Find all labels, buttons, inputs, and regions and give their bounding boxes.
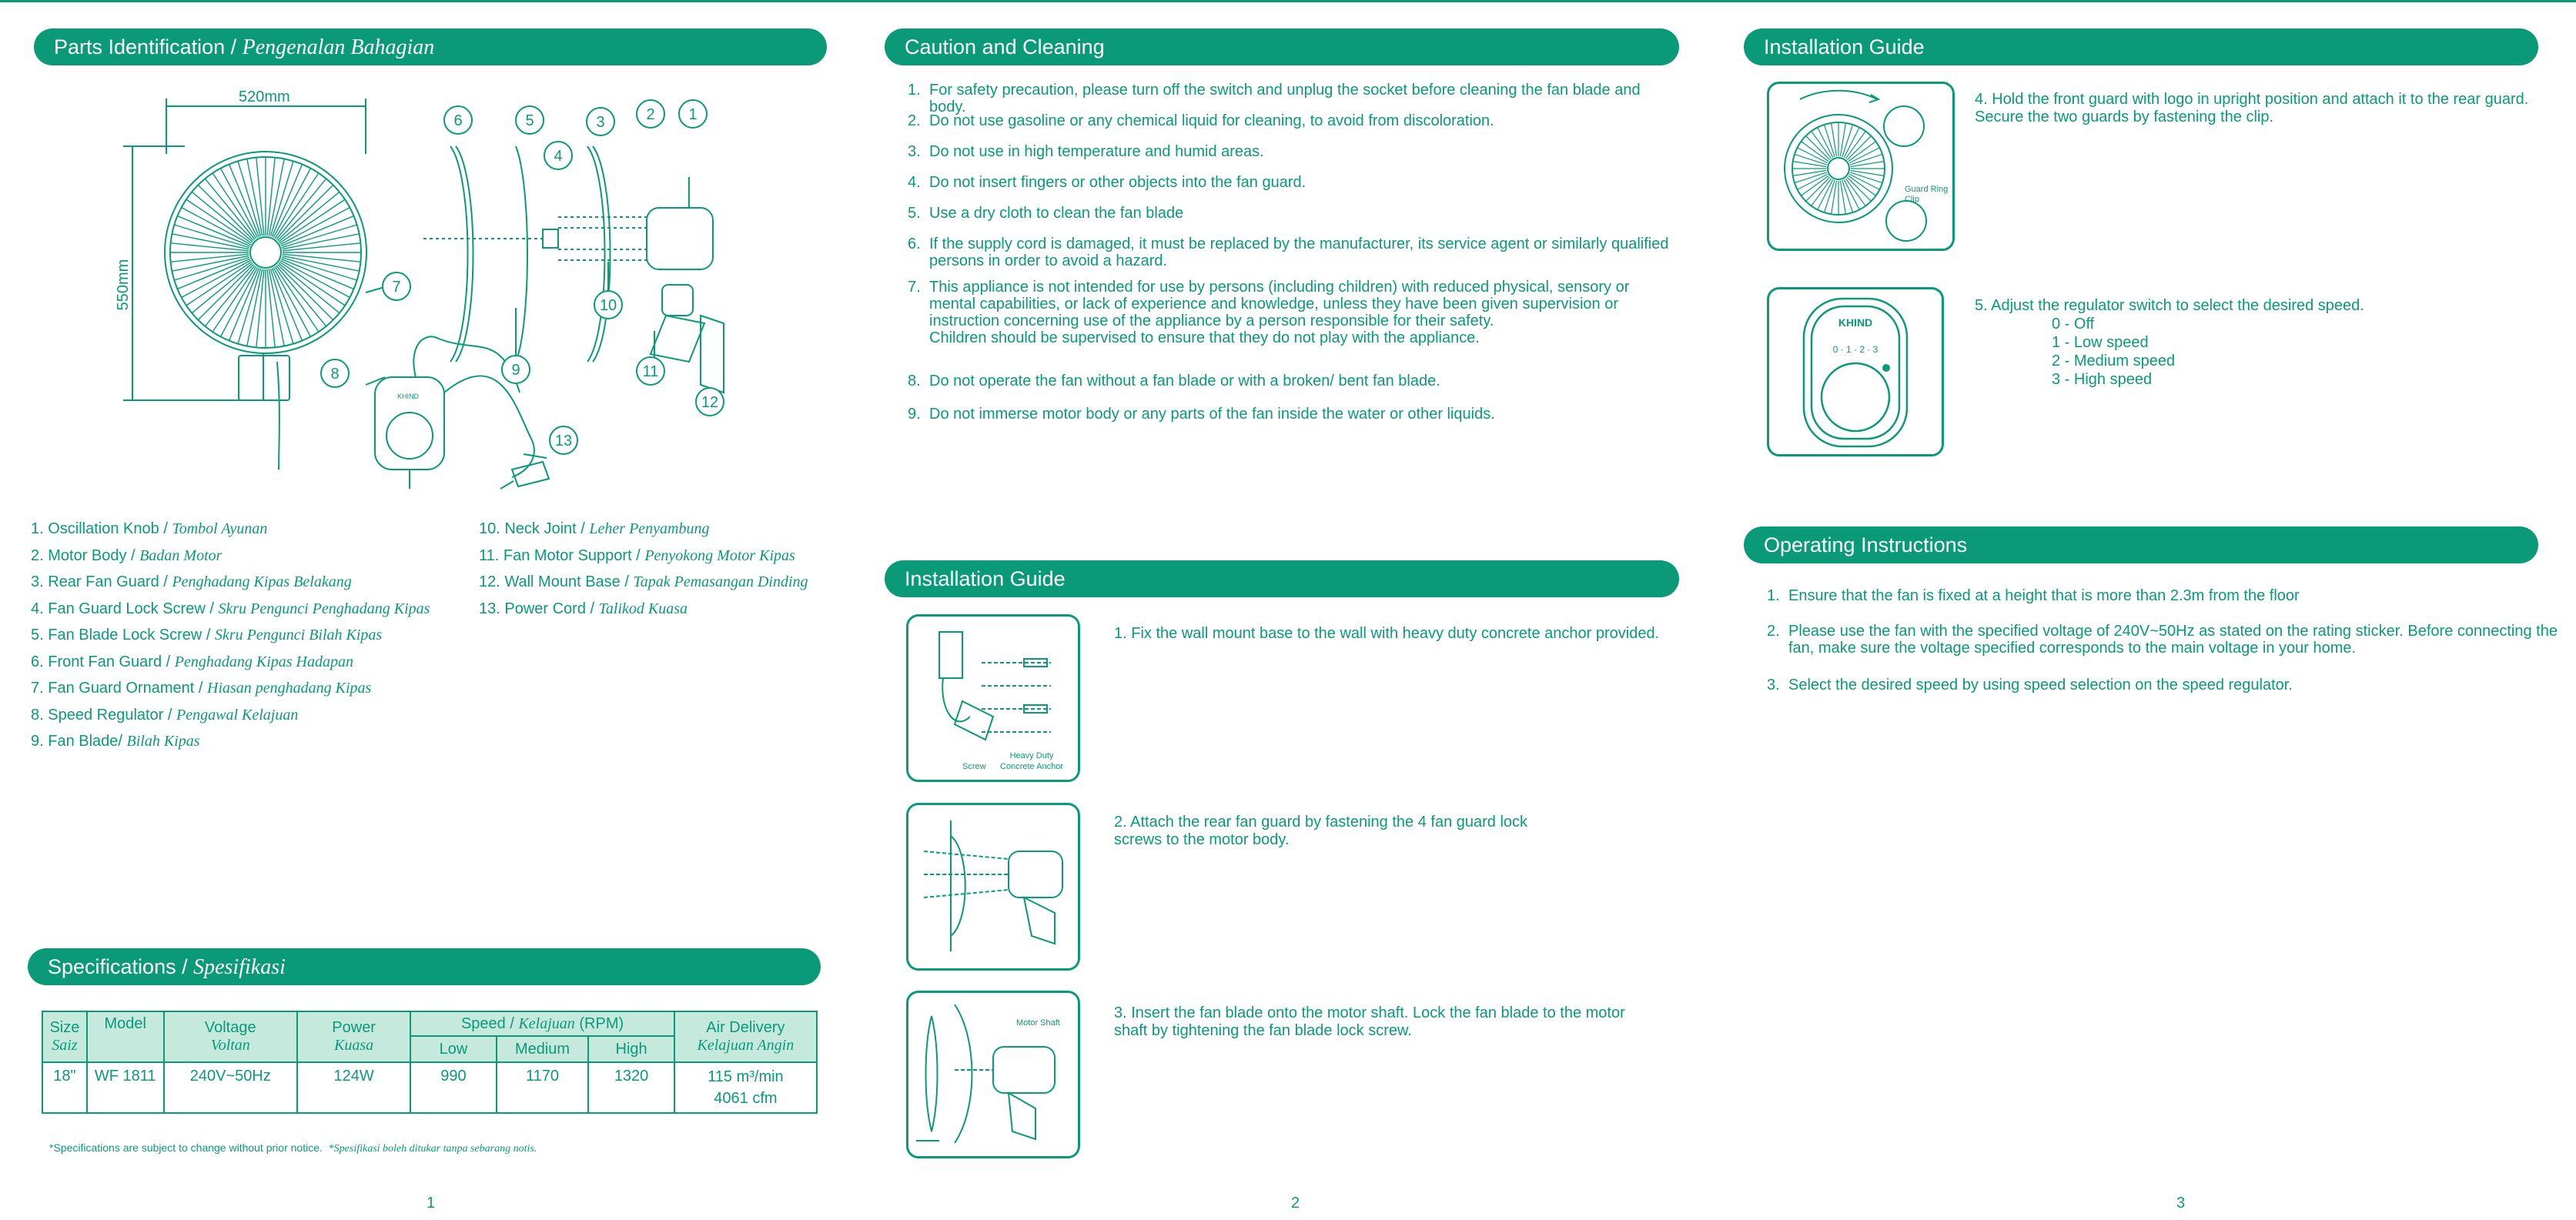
cell-medium: 1170	[497, 1062, 589, 1113]
col-high: High	[588, 1036, 674, 1062]
part-item: 1. Oscillation Knob / Tombol Ayunan	[31, 520, 268, 537]
cell-low: 990	[410, 1062, 496, 1113]
callout-4	[544, 142, 572, 169]
step-1-illustration	[906, 614, 1080, 782]
part-item: 6. Front Fan Guard / Penghadang Kipas Hadapan	[31, 653, 353, 670]
part-item: 2. Motor Body / Badan Motor	[31, 546, 222, 564]
step-3-illustration	[906, 991, 1080, 1158]
installation-guide-header: Installation Guide	[885, 560, 1679, 597]
installation-guide-header: Installation Guide	[1744, 28, 2538, 65]
page-1	[0, 0, 858, 1220]
regulator-dial: 0 · 1 · 2 · 3	[1832, 344, 1878, 355]
list-item: 5. Use a dry cloth to clean the fan blade	[908, 205, 1184, 222]
speed-option: 3 - High speed	[2052, 371, 2153, 388]
speed-option: 0 - Off	[2052, 316, 2095, 333]
spec-note: *Specifications are subject to change without prior notice. *Spesifikasi boleh ditukar tanpa sebarang notis.	[49, 1141, 537, 1155]
parts-list-right	[479, 516, 808, 622]
regulator-brand: KHIND	[1838, 316, 1873, 329]
cell-air-delivery: 115 m³/min 4061 cfm	[674, 1062, 817, 1113]
part-item: 11. Fan Motor Support / Penyokong Motor Kipas	[479, 546, 795, 564]
page-number: 1	[427, 1195, 436, 1212]
guard-spoke	[1793, 162, 1826, 167]
height-dimension: 550mm	[115, 259, 132, 311]
guard-spoke	[273, 169, 310, 238]
list-item: 8. Do not operate the fan without a fan blade or with a broken/ bent fan blade.	[908, 373, 1440, 389]
guard-spoke	[1851, 171, 1884, 176]
step-5-instruction: 5. Adjust the regulator switch to select the desired speed.	[1975, 297, 2364, 314]
col-model: Model	[87, 1011, 164, 1062]
cell-voltage: 240V~50Hz	[164, 1062, 297, 1113]
callout-10	[594, 291, 622, 319]
callout-12	[696, 388, 724, 416]
parts-list-left	[31, 516, 430, 755]
parts-identification-header	[34, 28, 827, 65]
guard-spoke	[182, 260, 251, 297]
callout-label: 10	[599, 297, 617, 314]
specifications-table	[42, 1011, 818, 1114]
part-item: 3. Rear Fan Guard / Penghadang Kipas Belakang	[31, 573, 352, 590]
list-item: 2. Please use the fan with the specified voltage of 240V~50Hz as stated on the rating sticker. Before connecting the fan, make sure the voltage specified corresponds to the main voltage in your home.	[1767, 623, 2558, 657]
callout-label: 11	[642, 363, 659, 380]
cell-high: 1320	[588, 1062, 674, 1113]
guard-spoke	[280, 208, 350, 245]
step-2-text: 2. Attach the rear fan guard by fastening the 4 fan guard lock screws to the motor body.	[1114, 814, 1528, 848]
callout-5	[516, 106, 544, 134]
col-speed: Speed / Kelajuan (RPM)	[410, 1011, 674, 1036]
page-number: 3	[2176, 1195, 2186, 1212]
list-item: 7. This appliance is not intended for use by persons (including children) with reduced physical, sensory or mental capabilities, or lack of experience and knowledge, unless they have been given supervision or instruction concerning use of the appliance by a person responsible for their safety. Children should be supervised to ensure that they do not play with the appliance.	[908, 279, 1630, 346]
page-2	[858, 0, 1717, 1220]
cell-model: WF 1811	[87, 1062, 164, 1113]
page-number: 2	[1291, 1195, 1300, 1212]
parts-title-ms: Pengenalan Bahagian	[242, 35, 435, 59]
guard-ring-label: Guard Ring	[1905, 185, 1949, 194]
caution-list	[908, 82, 1678, 436]
step-3-text: 3. Insert the fan blade onto the motor shaft. Lock the fan blade to the motor shaft by tightening the fan blade lock screw.	[1114, 1004, 1625, 1039]
anchor-label-2: Concrete Anchor	[1000, 762, 1063, 771]
guard-spoke	[1851, 162, 1884, 167]
guard-spoke	[1795, 172, 1827, 183]
parts-title: Parts Identification /	[54, 35, 237, 58]
part-item: 7. Fan Guard Ornament / Hiasan penghadang Kipas	[31, 680, 372, 697]
col-size: Size Saiz	[42, 1011, 87, 1062]
part-callouts	[321, 100, 724, 454]
col-power: Power Kuasa	[297, 1011, 410, 1062]
col-medium: Medium	[497, 1036, 589, 1062]
list-item: 4. Do not insert fingers or other objects into the fan guard.	[908, 174, 1306, 191]
operating-list	[1767, 587, 2568, 707]
list-item: 3. Do not use in high temperature and humid areas.	[908, 143, 1264, 160]
callout-6	[444, 106, 472, 134]
list-item: 2. Do not use gasoline or any chemical liquid for cleaning, to avoid from discoloration.	[908, 112, 1494, 129]
callout-label: 7	[392, 279, 401, 296]
list-item: 6. If the supply cord is damaged, it must be replaced by the manufacturer, its service agent or similarly qualified persons in order to avoid a hazard.	[908, 236, 1669, 269]
callout-label: 3	[596, 114, 605, 131]
guard-spoke	[1824, 125, 1835, 157]
callout-label: 5	[525, 112, 534, 129]
spec-title-ms: Spesifikasi	[193, 955, 286, 979]
guard-spoke	[280, 260, 350, 297]
guard-spoke	[1842, 180, 1853, 212]
callout-11	[637, 357, 664, 385]
regulator-brand: KHIND	[397, 393, 420, 400]
motor-shaft-label: Motor Shaft	[1016, 1018, 1060, 1028]
col-air-delivery: Air Delivery Kelajuan Angin	[674, 1011, 817, 1062]
step-1-text: 1. Fix the wall mount base to the wall with heavy duty concrete anchor provided.	[1114, 625, 1660, 642]
guard-spoke	[1841, 181, 1846, 214]
specifications-header	[28, 948, 821, 985]
callout-3	[587, 108, 614, 135]
list-item: 9. Do not immerse motor body or any parts of the fan inside the water or other liquids.	[908, 406, 1495, 423]
page-3	[1717, 0, 2576, 1220]
cell-size: 18"	[42, 1062, 87, 1113]
callout-13	[550, 426, 577, 454]
clip-label: Clip	[1905, 195, 1919, 204]
guard-spoke	[1841, 123, 1846, 156]
guard-spoke	[221, 267, 258, 336]
list-item: 1. Ensure that the fan is fixed at a height that is more than 2.3m from the floor	[1767, 587, 2300, 604]
guard-spoke	[1850, 154, 1882, 165]
part-item: 5. Fan Blade Lock Screw / Skru Pengunci Bilah Kipas	[31, 627, 383, 643]
callout-9	[502, 356, 530, 383]
step-4-illustration	[1767, 82, 1955, 251]
screw-label: Screw	[962, 762, 986, 771]
speed-option: 1 - Low speed	[2052, 334, 2149, 351]
callout-label: 8	[330, 366, 340, 383]
callout-label: 4	[554, 148, 563, 165]
guard-spoke	[1850, 172, 1882, 183]
operating-instructions-header: Operating Instructions	[1744, 526, 2538, 563]
caution-header: Caution and Cleaning	[885, 28, 1679, 65]
callout-1	[679, 100, 707, 128]
part-item: 8. Speed Regulator / Pengawal Kelajuan	[31, 706, 299, 724]
guard-spoke	[221, 169, 258, 238]
callout-8	[321, 359, 349, 387]
callout-label: 1	[688, 106, 698, 123]
speed-option: 2 - Medium speed	[2052, 353, 2176, 369]
col-voltage: Voltage Voltan	[164, 1011, 297, 1062]
anchor-label-1: Heavy Duty	[1009, 751, 1054, 760]
step-4-text: 4. Hold the front guard with logo in upright position and attach it to the rear guard. Secure the two guards by fastening the clip.	[1975, 91, 2529, 125]
step-5-illustration	[1767, 287, 1944, 456]
callout-label: 12	[701, 394, 719, 411]
guard-spoke	[273, 267, 310, 336]
callout-label: 6	[453, 112, 463, 129]
guard-spoke	[1795, 154, 1827, 165]
guard-spoke	[1824, 180, 1835, 212]
step-2-illustration	[906, 803, 1080, 971]
speed-options	[1975, 315, 2529, 389]
callout-7	[383, 272, 410, 300]
part-item: 10. Neck Joint / Leher Penyambung	[479, 520, 710, 537]
list-item: 1. For safety precaution, please turn off the switch and unplug the socket before cleaning the fan blade and body.	[908, 82, 1641, 115]
width-dimension: 520mm	[239, 89, 290, 105]
part-item: 12. Wall Mount Base / Tapak Pemasangan Dinding	[479, 573, 808, 590]
step-5-text	[1975, 297, 2529, 389]
part-item: 9. Fan Blade/ Bilah Kipas	[31, 733, 200, 750]
guard-spoke	[1832, 181, 1837, 214]
spec-title: Specifications /	[48, 955, 188, 978]
guard-spoke	[1793, 171, 1826, 176]
cell-power: 124W	[297, 1062, 410, 1113]
guard-spoke	[1832, 123, 1837, 156]
list-item: 3. Select the desired speed by using speed selection on the speed regulator.	[1767, 677, 2293, 694]
parts-diagram	[100, 85, 839, 500]
col-low: Low	[410, 1036, 496, 1062]
guard-spoke	[182, 208, 251, 245]
guard-spoke	[1842, 125, 1853, 157]
part-item: 13. Power Cord / Talikod Kuasa	[479, 600, 688, 617]
part-item: 4. Fan Guard Lock Screw / Skru Pengunci Penghadang Kipas	[31, 600, 430, 617]
fan-guard-spokes	[170, 157, 361, 348]
callout-label: 2	[646, 106, 655, 123]
callout-label: 9	[511, 362, 520, 379]
callout-label: 13	[554, 433, 573, 450]
callout-2	[637, 100, 664, 128]
